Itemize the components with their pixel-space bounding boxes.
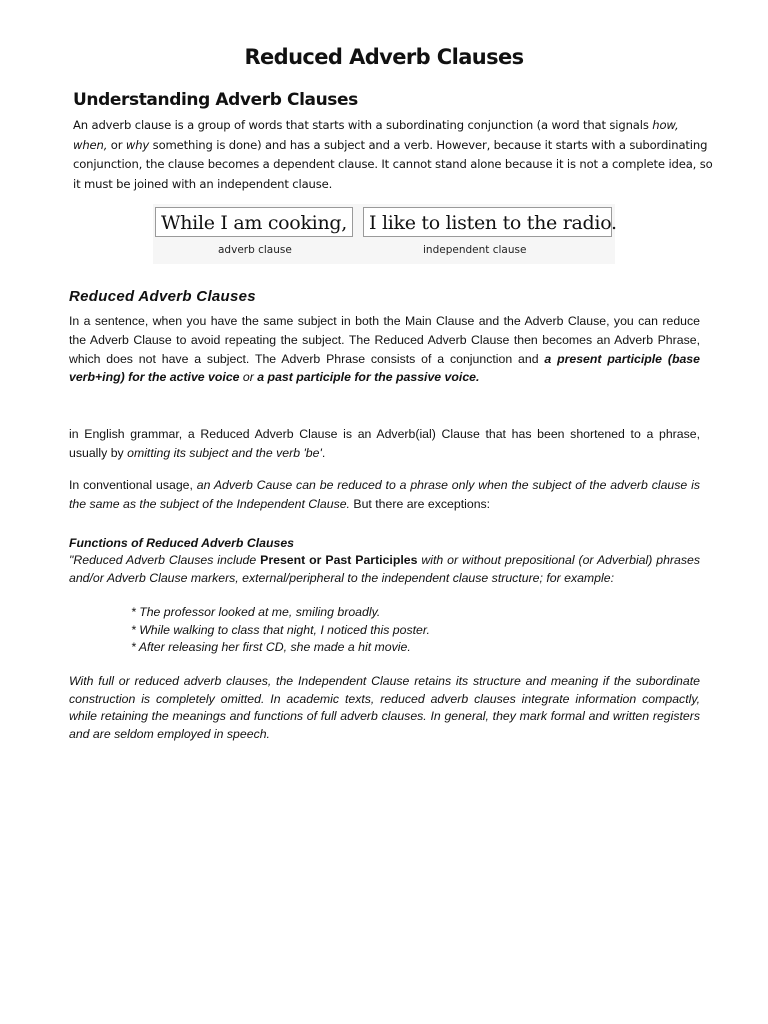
text-run-italic: an Adverb Cause can be reduced to a phrase only when the subject of the adverb clause is the same as the subject of the Independent Clause.	[69, 478, 700, 511]
reduced-paragraph-3	[69, 476, 700, 514]
text-run: .	[321, 445, 326, 460]
example-item: * While walking to class that night, I noticed this poster.	[131, 622, 430, 637]
reduced-paragraph-1	[69, 312, 700, 387]
understanding-heading: Understanding Adverb Clauses	[73, 90, 358, 110]
text-run-italic: why	[125, 137, 150, 152]
text-run-bold: a present participle (base verb+ing) for the active voice	[69, 351, 700, 385]
independent-clause-label: independent clause	[423, 244, 527, 256]
text-run: "Reduced Adverb Clauses include	[69, 553, 261, 567]
text-run: An adverb clause is a group of words that starts with a subordinating conjunction (a word that signals	[73, 118, 653, 132]
text-run: In a sentence, when you have the same subject in both the Main Clause and the Adverb Clause, you can reduce the Adverb Clause to avoid repeating the subject. The Reduced Adverb Clause then becomes an Adverb Phrase, which does not have a subject. The Adverb Phrase consists of a conjunction and	[69, 314, 700, 366]
text-run: But there are exceptions:	[349, 496, 491, 511]
example-figure	[153, 204, 615, 264]
text-run-bold: a past participle for the passive voice.	[257, 370, 480, 385]
adverb-clause-label: adverb clause	[218, 244, 292, 256]
understanding-paragraph	[73, 116, 713, 194]
example-item: * The professor looked at me, smiling broadly.	[131, 605, 381, 619]
page-title: Reduced Adverb Clauses	[244, 45, 524, 69]
text-run-italic: or	[239, 370, 258, 385]
text-run: with or without prepositional (or Adverbial) phrases and/or Adverb Clause markers, external/peripheral to the independent clause structure; for example:	[69, 553, 700, 585]
text-run: something is done) and has a subject and a verb. However, because it starts with a subordinating conjunction, the clause becomes a dependent clause. It cannot stand alone because it is not a complete idea, so it must be joined with an independent clause.	[73, 137, 713, 191]
adverb-clause-box: While I am cooking,	[155, 207, 353, 237]
text-run: In conventional usage,	[69, 478, 197, 492]
functions-heading: Functions of Reduced Adverb Clauses	[69, 536, 295, 550]
text-run-bold: Present or Past Participles	[260, 553, 418, 567]
reduced-heading: Reduced Adverb Clauses	[69, 288, 256, 305]
text-run-italic: omitting its subject and the verb 'be'	[127, 445, 322, 460]
example-list	[131, 604, 430, 657]
reduced-paragraph-2	[69, 425, 700, 463]
text-run: in English grammar, a Reduced Adverb Clause is an Adverb(ial) Clause that has been shortened to a phrase, usually by	[69, 427, 700, 460]
functions-paragraph	[69, 552, 700, 587]
independent-clause-box: I like to listen to the radio.	[363, 207, 612, 237]
closing-paragraph: With full or reduced adverb clauses, the Independent Clause retains its structure and meaning if the subordinate construction is completely omitted. In academic texts, reduced adverb clauses integrate information compactly, while retaining the meanings and functions of full adverb clauses. In general, they mark formal and written registers and are seldom employed in speech.	[69, 674, 700, 741]
text-run-italic: how, when,	[73, 118, 679, 152]
text-run: or	[107, 137, 126, 152]
example-item: * After releasing her first CD, she made a hit movie.	[131, 640, 411, 655]
